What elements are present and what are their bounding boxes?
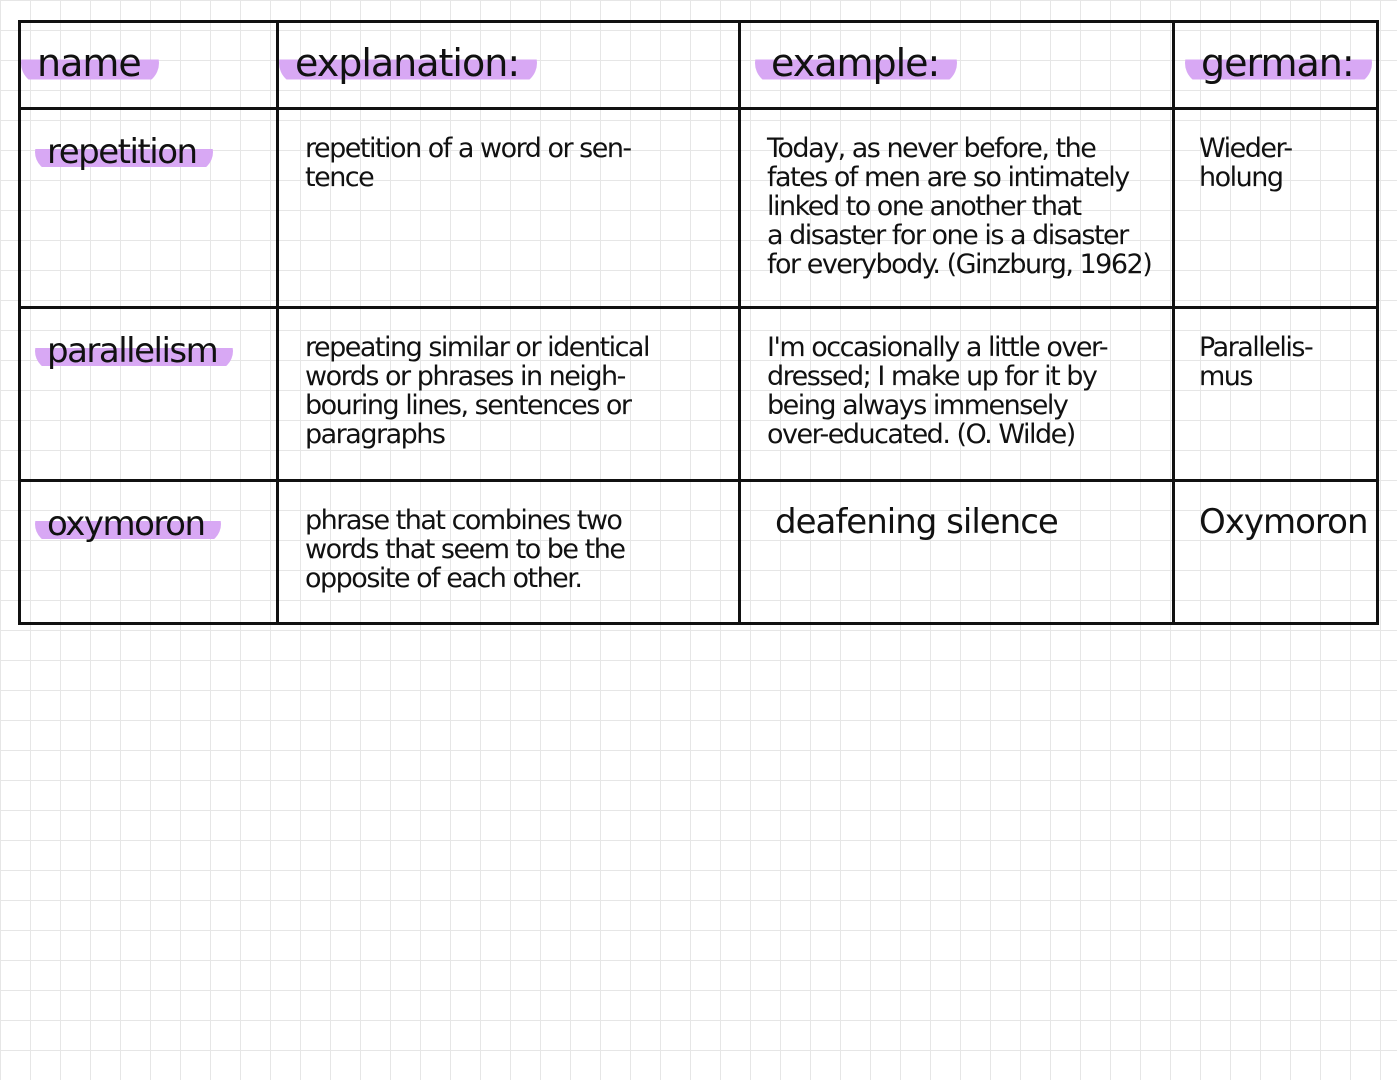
example-cell bbox=[740, 109, 1174, 308]
example-text: deafening silence bbox=[775, 502, 1058, 542]
name-cell bbox=[20, 481, 278, 624]
term-name: repetition bbox=[35, 132, 213, 172]
explanation-cell bbox=[278, 109, 740, 308]
header-explanation: explanation: bbox=[279, 41, 537, 85]
explanation-text: repeating similar or identical words or phrases in neigh- bouring lines, sentences or paragraphs bbox=[305, 332, 649, 450]
table-body bbox=[20, 109, 1378, 624]
table-row bbox=[20, 109, 1378, 308]
name-cell bbox=[20, 109, 278, 308]
german-cell bbox=[1174, 481, 1378, 624]
explanation-cell bbox=[278, 308, 740, 481]
name-cell bbox=[20, 308, 278, 481]
header-row bbox=[20, 22, 1378, 109]
german-cell bbox=[1174, 308, 1378, 481]
header-cell-name bbox=[20, 22, 278, 109]
header-cell-explanation bbox=[278, 22, 740, 109]
header-german: german: bbox=[1185, 41, 1372, 85]
header-example: example: bbox=[755, 41, 957, 85]
example-cell bbox=[740, 308, 1174, 481]
explanation-cell bbox=[278, 481, 740, 624]
explanation-text: phrase that combines two words that seem to be the opposite of each other. bbox=[305, 505, 625, 594]
example-cell bbox=[740, 481, 1174, 624]
header-cell-german bbox=[1174, 22, 1378, 109]
table-row bbox=[20, 481, 1378, 624]
example-text: I'm occasionally a little over- dressed; I make up for it by being always immensely over-educated. (O. Wilde) bbox=[767, 332, 1108, 450]
header-name: name bbox=[21, 41, 159, 85]
header-cell-example bbox=[740, 22, 1174, 109]
term-name: oxymoron bbox=[35, 504, 221, 544]
example-text: Today, as never before, the fates of men are so intimately linked to one another that a disaster for one is a disaster for everybody. (Ginzburg, 1962) bbox=[767, 133, 1152, 280]
german-text: Parallelis- mus bbox=[1199, 332, 1313, 392]
term-name: parallelism bbox=[35, 331, 233, 371]
table-row bbox=[20, 308, 1378, 481]
german-text: Wieder- holung bbox=[1199, 133, 1292, 193]
german-text: Oxymoron bbox=[1199, 502, 1368, 542]
explanation-text: repetition of a word or sen- tence bbox=[305, 133, 631, 193]
terms-table bbox=[18, 20, 1379, 625]
table-header bbox=[20, 22, 1378, 109]
german-cell bbox=[1174, 109, 1378, 308]
